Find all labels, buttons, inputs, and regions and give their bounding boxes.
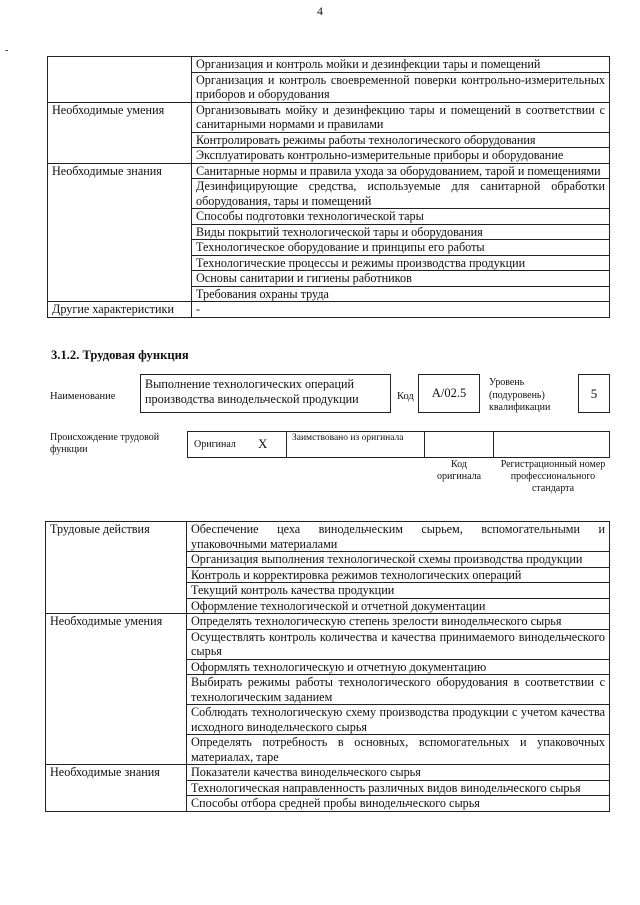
- row-text: Санитарные нормы и правила ухода за оборудованием, тарой и помещениями: [192, 163, 610, 179]
- origin-original-box: [187, 431, 287, 458]
- row-text: Организация и контроль мойки и дезинфекции тары и помещений: [192, 57, 610, 73]
- original-label: Оригинал: [194, 439, 236, 450]
- row-text: Требования охраны труда: [192, 286, 610, 302]
- row-text: Виды покрытий технологической тары и оборудования: [192, 224, 610, 240]
- page-number: 4: [317, 4, 323, 18]
- row-text: Организация и контроль своевременной поверки контрольно-измерительных приборов и оборудования: [192, 72, 610, 102]
- name-label: Наименование: [50, 391, 116, 402]
- name-value-box: [140, 374, 391, 413]
- origin-borrowed-box: [286, 431, 425, 458]
- row-text: Технологическое оборудование и принципы его работы: [192, 240, 610, 256]
- row-text: Текущий контроль качества продукции: [187, 583, 610, 599]
- row-text: Технологические процессы и режимы производства продукции: [192, 255, 610, 271]
- margin-mark: -: [5, 45, 9, 56]
- code-original-box: [424, 431, 494, 458]
- row-label: Трудовые действия: [46, 522, 187, 614]
- row-text: Эксплуатировать контрольно-измерительные приборы и оборудование: [192, 148, 610, 164]
- table-row: [46, 614, 610, 630]
- table-row: [48, 57, 610, 73]
- borrowed-label: Заимствовано из оригинала: [292, 433, 404, 443]
- row-text: Определять потребность в основных, вспомогательных и упаковочных материалах, таре: [187, 735, 610, 765]
- row-label: Необходимые умения: [46, 614, 187, 765]
- row-text: Определять технологическую степень зрелости винодельческого сырья: [187, 614, 610, 630]
- code-label: Код: [397, 391, 414, 402]
- row-text: Контролировать режимы работы технологического оборудования: [192, 132, 610, 148]
- level-value-box: [578, 374, 610, 413]
- table-row: [48, 163, 610, 179]
- row-label: Другие характеристики: [48, 302, 192, 318]
- row-text: Оформление технологической и отчетной документации: [187, 598, 610, 614]
- row-text: Организовывать мойку и дезинфекцию тары и помещений в соответствии с санитарными нормами и правилами: [192, 102, 610, 132]
- level-label: Уровень (подуровень) квалификации: [489, 377, 551, 413]
- origin-label: Происхождение трудовой функции: [50, 432, 160, 455]
- row-label: Необходимые знания: [48, 163, 192, 302]
- row-text: Осуществлять контроль количества и качества принимаемого винодельческого сырья: [187, 629, 610, 659]
- row-text: Обеспечение цеха винодельческим сырьем, вспомогательными и упаковочными материалами: [187, 522, 610, 552]
- code-value-box: [418, 374, 480, 413]
- table-row: [46, 522, 610, 552]
- row-label: [48, 57, 192, 103]
- code-value: А/02.5: [431, 386, 467, 400]
- table-row: [48, 102, 610, 132]
- row-text: -: [192, 302, 610, 318]
- reg-number-box: [493, 431, 610, 458]
- row-text: Основы санитарии и гигиены работников: [192, 271, 610, 287]
- skills-table-continued: [47, 56, 610, 318]
- row-text: Способы отбора средней пробы винодельческого сырья: [187, 796, 610, 812]
- row-text: Показатели качества винодельческого сырья: [187, 765, 610, 781]
- row-text: Технологическая направленность различных видов винодельческого сырья: [187, 780, 610, 796]
- row-text: Способы подготовки технологической тары: [192, 209, 610, 225]
- row-text: Контроль и корректировка режимов технологических операций: [187, 567, 610, 583]
- table-row: [46, 765, 610, 781]
- table-row: [48, 302, 610, 318]
- row-text: Соблюдать технологическую схему производства продукции с учетом качества исходного винодельческого сырья: [187, 705, 610, 735]
- code-original-label: Код оригинала: [436, 459, 482, 482]
- row-text: Выбирать режимы работы технологического оборудования в соответствии с технологическим заданием: [187, 675, 610, 705]
- row-label: Необходимые умения: [48, 102, 192, 163]
- name-value: Выполнение технологических операций производства винодельческой продукции: [145, 377, 359, 406]
- original-mark: X: [258, 436, 268, 451]
- row-text: Дезинфицирующие средства, используемые для санитарной обработки оборудования, тары и помещений: [192, 179, 610, 209]
- section-title: 3.1.2. Трудовая функция: [51, 348, 189, 362]
- level-value: 5: [590, 385, 598, 401]
- row-text: Оформлять технологическую и отчетную документацию: [187, 659, 610, 675]
- row-label: Необходимые знания: [46, 765, 187, 812]
- row-text: Организация выполнения технологической схемы производства продукции: [187, 552, 610, 568]
- labor-function-table: [45, 521, 610, 812]
- reg-number-label: Регистрационный номер профессионального стандарта: [500, 459, 606, 494]
